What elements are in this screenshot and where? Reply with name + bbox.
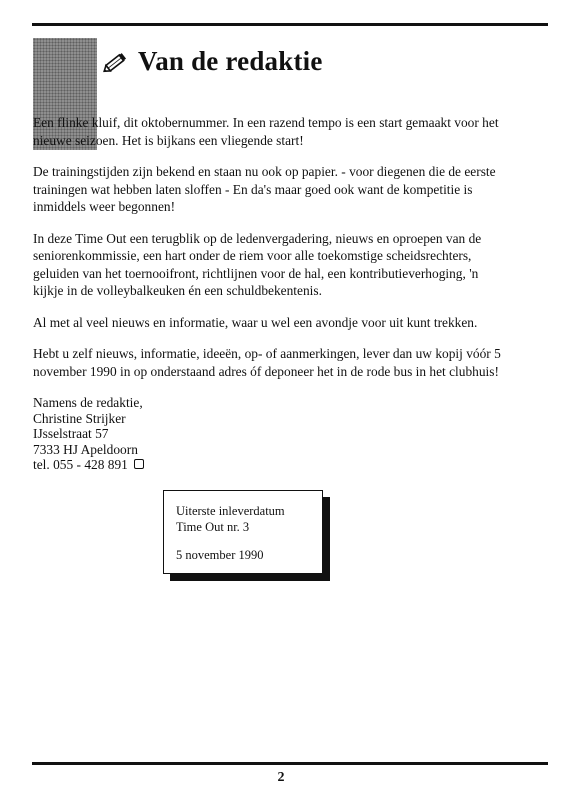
top-rule [32,23,548,26]
page-title: Van de redaktie [138,46,323,76]
paragraph: Hebt u zelf nieuws, informatie, ideeën, op- of aanmerkingen, lever dan uw kopij vóór 5 november 1990 in op onderstaand adres óf deponeer het in de rode bus in het clubhuis! [33,346,501,379]
deadline-label: Uiterste inleverdatum [176,504,285,518]
page-number: 2 [277,770,285,785]
signature-phone: tel. 055 - 428 891 [33,457,128,472]
signature-block [33,394,511,472]
signature-phone-line [33,456,511,472]
signature-name: Christine Strijker [33,410,126,426]
issue-label: Time Out nr. 3 [176,520,250,534]
deadline-box [163,490,323,574]
paragraph: Al met al veel nieuws en informatie, waar u wel een avondje voor uit kunt trekken. [33,314,478,330]
page-header [102,46,323,77]
article-body [33,114,511,472]
signature-line: Namens de redaktie, [33,395,143,410]
bottom-rule [32,762,548,765]
paragraph: De trainingstijden zijn bekend en staan nu ook op papier. - voor diegenen die de eerste trainingen wat hebben laten sloffen - En da's maar goed ook want de kompetitie is inmiddels weer begonnen! [33,164,496,214]
signature-city: 7333 HJ Apeldoorn [33,441,138,457]
paragraph: In deze Time Out een terugblik op de ledenvergadering, nieuws en oproepen van de seniorenkommissie, een hart onder de riem voor alle toekomstige scheidsrechters, geluiden van het toernooifront, richtlijnen voor de hal, een kontributieverhoging, 'n kijkje in de volleybalkeuken én een schuldbekentenis. [33,230,482,298]
deadline-date: 5 november 1990 [176,548,264,562]
pencil-icon [102,48,130,76]
paragraph: Een flinke kluif, dit oktobernummer. In een razend tempo is een start gemaakt voor het nieuwe seizoen. Het is bijkans een vliegende start! [33,115,499,148]
signature-street: IJsselstraat 57 [33,426,109,441]
phone-icon [134,459,144,469]
